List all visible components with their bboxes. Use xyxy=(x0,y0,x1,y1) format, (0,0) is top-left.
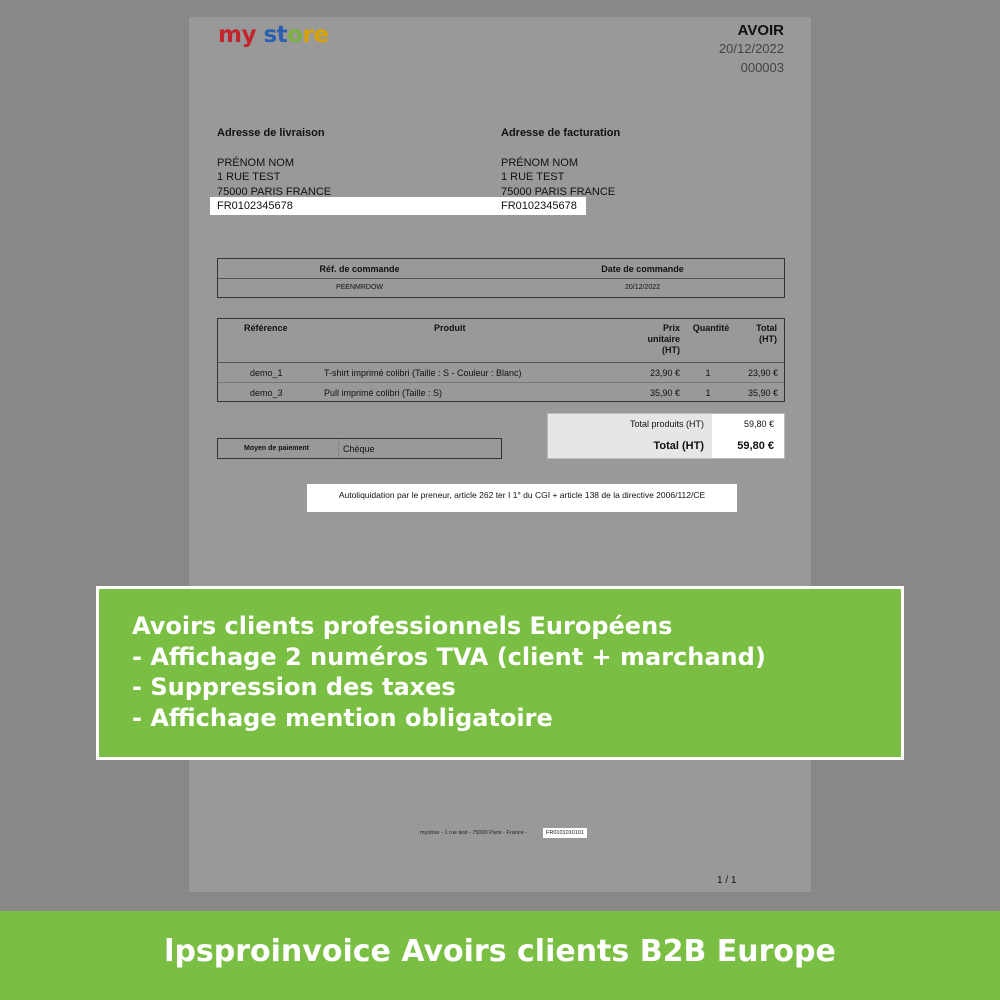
col-total: Total (HT) xyxy=(756,323,777,344)
order-date-value: 20/12/2022 xyxy=(624,284,661,291)
store-logo: my store xyxy=(218,22,329,48)
row-total: 23,90 € xyxy=(747,368,778,378)
banner-line-1: Avoirs clients professionnels Européens xyxy=(132,612,673,640)
shipping-name: PRÉNOM NOM xyxy=(217,156,294,169)
banner-line-3: - Suppression des taxes xyxy=(132,673,456,701)
footer-text: mystore - 1 rue test - 75000 Paris - France - xyxy=(420,830,527,836)
col-reference: Référence xyxy=(244,323,288,333)
order-ref-header: Réf. de commande xyxy=(319,264,400,274)
col-product: Produit xyxy=(434,323,466,333)
col-quantity: Quantité xyxy=(692,323,730,333)
row-total: 35,90 € xyxy=(747,388,778,398)
bottom-title-bar xyxy=(0,911,1000,1000)
document-date: 20/12/2022 xyxy=(718,41,784,56)
billing-heading: Adresse de facturation xyxy=(501,127,621,139)
order-ref-value: PEENMRDOW xyxy=(335,284,384,291)
row-reference: demo_3 xyxy=(250,388,283,398)
billing-address xyxy=(501,126,761,199)
shipping-city: 75000 PARIS FRANCE xyxy=(217,185,332,198)
col-unit-price: Prix unitaire (HT) xyxy=(647,323,680,355)
banner-line-4: - Affichage mention obligatoire xyxy=(132,703,553,732)
row-unit-price: 23,90 € xyxy=(649,368,680,378)
billing-vat-number: FR0102345678 xyxy=(494,197,586,215)
shipping-address xyxy=(217,126,477,199)
feature-banner xyxy=(96,586,904,760)
payment-method-box xyxy=(217,438,502,459)
legal-mention: Autoliquidation par le preneur, article 262 ter I 1° du CGI + article 138 de la directive 2006/112/CE xyxy=(307,484,737,512)
order-info-table xyxy=(217,258,785,298)
billing-city: 75000 PARIS FRANCE xyxy=(501,185,616,198)
billing-street: 1 RUE TEST xyxy=(501,171,565,183)
document-type: AVOIR xyxy=(737,22,784,39)
row-unit-price: 35,90 € xyxy=(649,388,680,398)
payment-value: Chèque xyxy=(343,444,375,454)
table-row xyxy=(218,363,784,383)
total-label: Total (HT) xyxy=(653,440,704,452)
table-row xyxy=(218,383,784,403)
row-reference: demo_1 xyxy=(250,368,283,378)
shipping-heading: Adresse de livraison xyxy=(217,127,325,139)
shipping-vat-number: FR0102345678 xyxy=(210,197,496,215)
page-number: 1 / 1 xyxy=(717,875,737,886)
shipping-street: 1 RUE TEST xyxy=(217,171,281,183)
row-product: T-shirt imprimé colibri (Taille : S - Couleur : Blanc) xyxy=(324,368,522,378)
banner-line-2: - Affichage 2 numéros TVA (client + marchand) xyxy=(132,642,766,671)
row-product: Pull imprimé colibri (Taille : S) xyxy=(324,388,443,398)
total-value: 59,80 € xyxy=(737,440,774,452)
bottom-title: lpsproinvoice Avoirs clients B2B Europe xyxy=(164,934,836,969)
payment-label: Moyen de paiement xyxy=(244,445,309,452)
totals-box xyxy=(547,413,785,459)
total-products-label: Total produits (HT) xyxy=(629,419,704,429)
document-number: 000003 xyxy=(740,60,784,75)
products-table xyxy=(217,318,785,402)
billing-name: PRÉNOM NOM xyxy=(501,156,578,169)
row-qty: 1 xyxy=(705,388,711,398)
order-date-header: Date de commande xyxy=(601,264,684,274)
total-products-value: 59,80 € xyxy=(743,419,774,429)
row-qty: 1 xyxy=(705,368,711,378)
products-header xyxy=(218,319,784,363)
footer-vat-number: FR0101010101 xyxy=(543,828,587,838)
